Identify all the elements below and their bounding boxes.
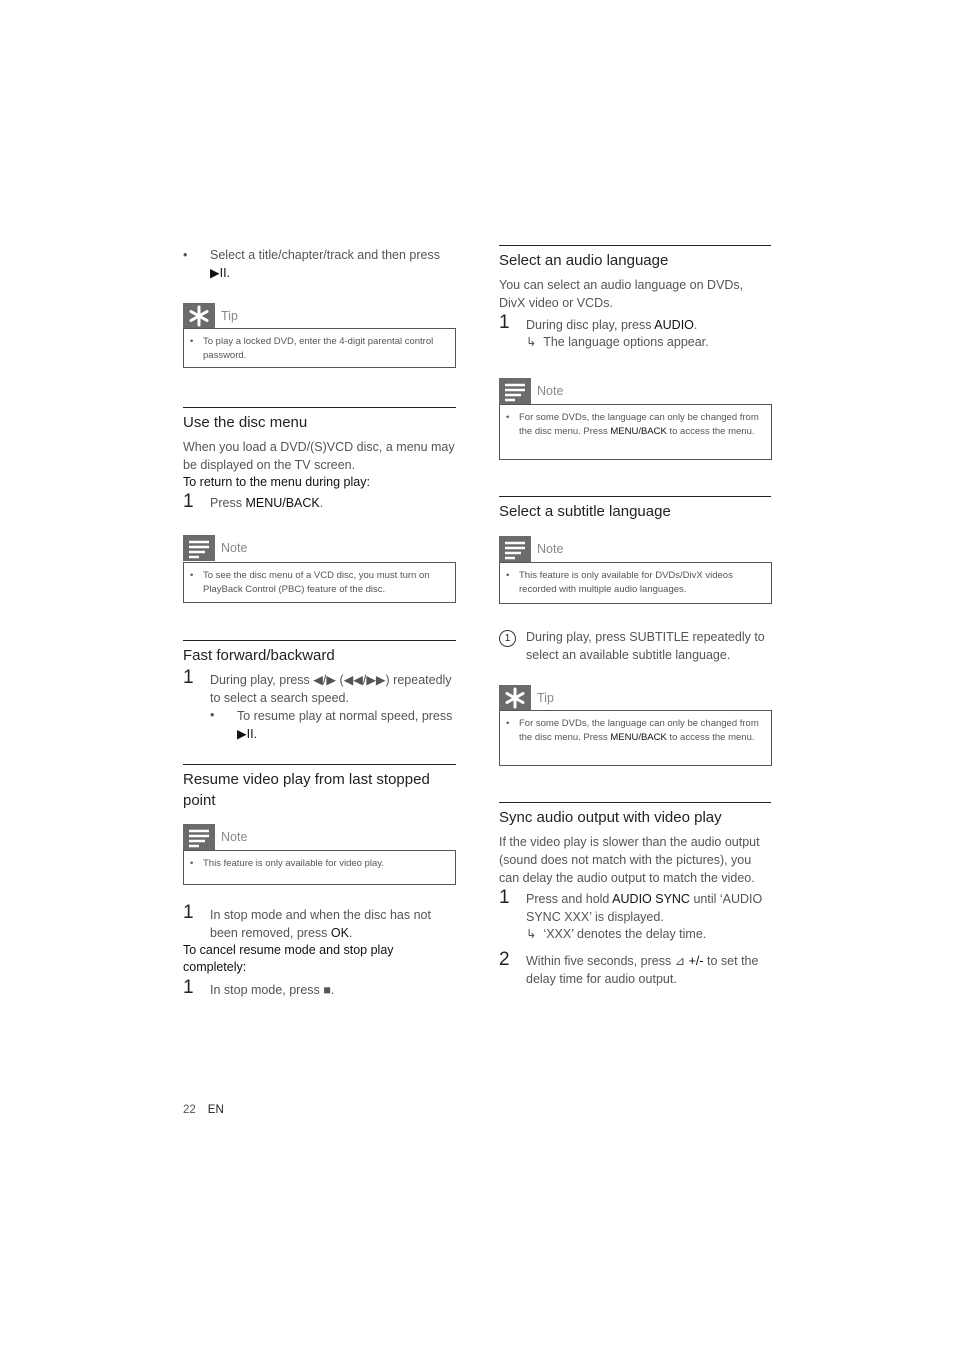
note-icon bbox=[183, 535, 215, 561]
step-circle-number: 1 bbox=[499, 630, 516, 647]
sync-body: If the video play is slower than the audio output (sound does not match with the pictures), you can delay the audio output to match the video. bbox=[499, 835, 760, 885]
note-label: Note bbox=[221, 830, 248, 844]
step-number: 1 bbox=[183, 977, 194, 998]
result-arrow-icon: ↳ bbox=[526, 927, 537, 941]
note-label: Note bbox=[537, 384, 564, 398]
resume-subhead: To cancel resume mode and stop play completely: bbox=[183, 943, 394, 974]
note-text: This feature is only available for video play. bbox=[203, 858, 384, 869]
ok-key: OK bbox=[330, 925, 349, 940]
note-header bbox=[499, 378, 771, 404]
stop-step bbox=[183, 978, 456, 1000]
tip-text: For some DVDs, the language can only be changed from the disc menu. Press MENU/BACK to access the menu. bbox=[519, 718, 759, 743]
resume-step: 1 In stop mode and when the disc has not been removed, press OK. bbox=[183, 902, 431, 940]
note-header bbox=[183, 824, 456, 850]
tip-icon bbox=[499, 685, 531, 711]
language-code: EN bbox=[207, 1104, 224, 1116]
audio-sync-key: AUDIO SYNC bbox=[612, 892, 690, 906]
note-box: • This feature is only available for video play. bbox=[183, 850, 456, 885]
sync-result: ‘XXX’ denotes the delay time. bbox=[543, 927, 707, 941]
note-label: Note bbox=[537, 542, 564, 556]
ffwd-sub-bullet: To resume play at normal speed, press ▶II. bbox=[237, 709, 453, 741]
note-icon bbox=[499, 536, 531, 562]
tip-text: To play a locked DVD, enter the 4-digit parental control password. bbox=[203, 336, 434, 361]
section-title-subtitle: Select a subtitle language bbox=[499, 496, 771, 522]
note-box: • For some DVDs, the language can only be changed from the disc menu. Press MENU/BACK to access the menu. bbox=[499, 404, 772, 460]
section-title-resume: Resume video play from last stopped point bbox=[183, 764, 456, 811]
audio-key: AUDIO bbox=[654, 318, 694, 332]
menu-back-key: MENU/BACK bbox=[245, 496, 320, 510]
note-header bbox=[183, 535, 456, 561]
step-number: 1 bbox=[183, 902, 194, 923]
sync-step-1: 1 Press and hold AUDIO SYNC until ‘AUDIO SYNC XXX’ is displayed. ↳ ‘XXX’ denotes the delay time. bbox=[499, 887, 763, 941]
note-box: • To see the disc menu of a VCD disc, you must turn on PlayBack Control (PBC) feature of the disc. bbox=[183, 562, 456, 603]
step-number: 1 bbox=[499, 312, 510, 333]
subtitle-step bbox=[499, 629, 771, 669]
result-arrow-icon: ↳ bbox=[526, 335, 537, 349]
audio-body: You can select an audio language on DVDs, DivX video or VCDs. bbox=[499, 278, 744, 310]
note-icon bbox=[499, 378, 531, 404]
tip-header bbox=[499, 685, 771, 711]
play-pause-symbol: ▶II. bbox=[210, 265, 231, 280]
subtitle-step-text: During play, press SUBTITLE repeatedly to select an available subtitle language. bbox=[526, 630, 765, 662]
section-title-sync: Sync audio output with video play bbox=[499, 802, 771, 828]
play-pause-symbol: ▶II. bbox=[237, 726, 258, 741]
note-icon bbox=[183, 824, 215, 850]
sync-step-2: 2 Within five seconds, press ⊿ +/- to set the delay time for audio output. bbox=[499, 949, 759, 986]
note-header bbox=[499, 536, 771, 562]
ffwd-step: 1 During play, press ◀/▶ (◀◀/▶▶) repeatedly to select a search speed. • To resume play at normal speed, press ▶II. bbox=[183, 668, 456, 743]
tip-label: Tip bbox=[221, 309, 238, 323]
section-title-ffwd: Fast forward/backward bbox=[183, 640, 456, 666]
disc-menu-body: When you load a DVD/(S)VCD disc, a menu may be displayed on the TV screen. bbox=[183, 440, 455, 472]
note-text: To see the disc menu of a VCD disc, you must turn on PlayBack Control (PBC) feature of the disc. bbox=[203, 570, 430, 595]
note-text: This feature is only available for DVDs/DivX videos recorded with multiple audio languages. bbox=[519, 570, 733, 595]
disc-menu-subhead: To return to the menu during play: bbox=[183, 475, 370, 489]
stop-step-text: In stop mode, press ■. bbox=[210, 983, 335, 997]
plus-minus-key: +/- bbox=[688, 954, 704, 968]
note-box: • This feature is only available for DVDs/DivX videos recorded with multiple audio languages. bbox=[499, 562, 772, 604]
tip-header bbox=[183, 303, 456, 329]
tip-box: • For some DVDs, the language can only be changed from the disc menu. Press MENU/BACK to access the menu. bbox=[499, 710, 772, 766]
page-number: 22 bbox=[183, 1104, 196, 1116]
tip-icon bbox=[183, 303, 215, 329]
audio-step: 1 During disc play, press AUDIO. ↳ The language options appear. bbox=[499, 312, 709, 349]
section-title-disc-menu: Use the disc menu bbox=[183, 407, 456, 433]
step-number: 1 bbox=[183, 667, 194, 688]
step-number: 2 bbox=[499, 949, 510, 970]
note-label: Note bbox=[221, 541, 248, 555]
section-title-audio: Select an audio language bbox=[499, 245, 771, 271]
step-number: 1 bbox=[183, 491, 194, 512]
ffwd-step-text: During play, press ◀/▶ (◀◀/▶▶) repeatedly to select a search speed. bbox=[210, 673, 452, 705]
page-footer bbox=[183, 1104, 224, 1116]
tip-box: • To play a locked DVD, enter the 4-digit parental control password. bbox=[183, 328, 456, 368]
audio-result: The language options appear. bbox=[543, 335, 709, 349]
tip-label: Tip bbox=[537, 691, 554, 705]
disc-menu-step: 1 Press MENU/BACK. bbox=[183, 491, 324, 512]
note-text: For some DVDs, the language can only be changed from the disc menu. Press MENU/BACK to access the menu. bbox=[519, 412, 759, 437]
step-number: 1 bbox=[499, 887, 510, 908]
